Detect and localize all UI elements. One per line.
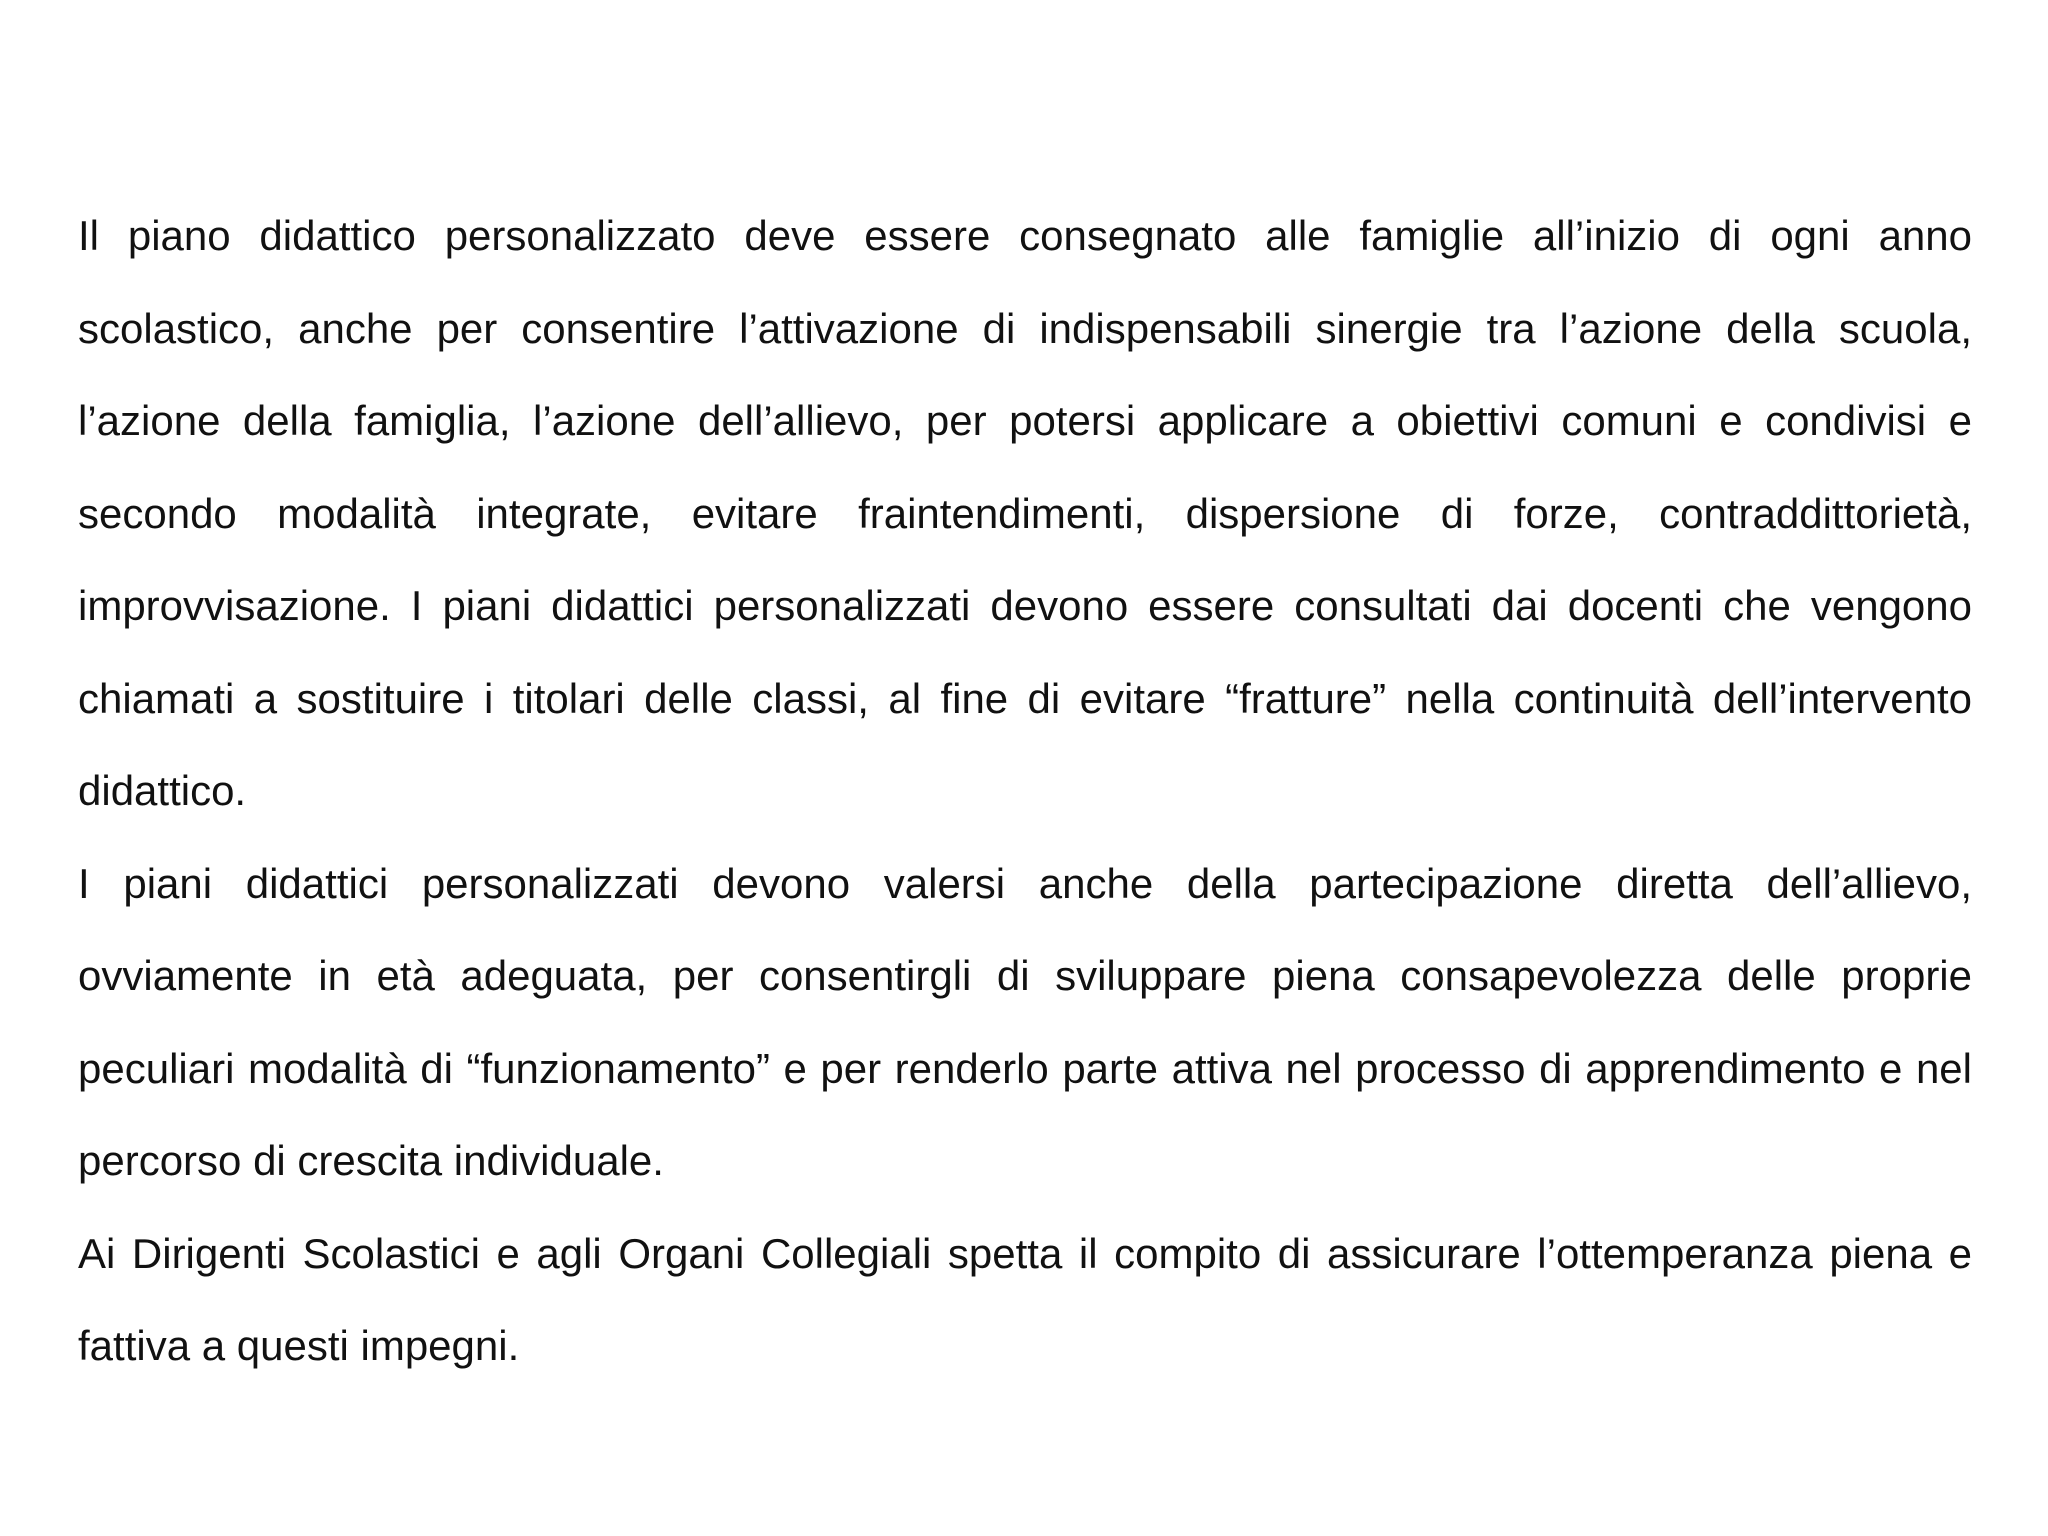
paragraph-2: I piani didattici personalizzati devono valersi anche della partecipazione diretta dell’allievo, ovviamente in età adeguata, per consentirgli di sviluppare piena consapevolezza delle proprie peculiari modalità di “funzionamento” e per renderlo parte attiva nel processo di apprendimento e nel percorso di crescita individuale.	[78, 859, 1972, 1184]
paragraph-1: Il piano didattico personalizzato deve essere consegnato alle famiglie all’inizio di ogni anno scolastico, anche per consentire l’attivazione di indispensabili sinergie tra l’azione della scuola, l’azione della famiglia, l’azione dell’allievo, per potersi applicare a obiettivi comuni e condivisi e secondo modalità integrate, evitare fraintendimenti, dispersione di forze, contraddittorietà, improvvisazione. I piani didattici personalizzati devono essere consultati dai docenti che vengono chiamati a sostituire i titolari delle classi, al fine di evitare “fratture” nella continuità dell’intervento didattico.	[78, 212, 1972, 814]
document-body	[78, 190, 1972, 1393]
paragraph-3: Ai Dirigenti Scolastici e agli Organi Collegiali spetta il compito di assicurare l’ottemperanza piena e fattiva a questi impegni.	[78, 1229, 1972, 1369]
